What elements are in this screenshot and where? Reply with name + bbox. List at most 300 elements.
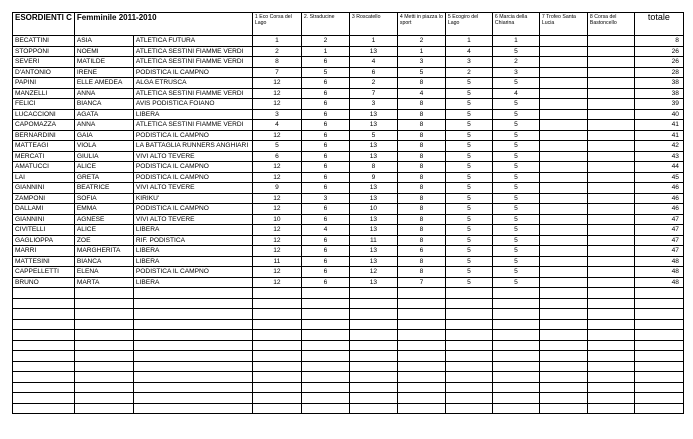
empty-cell — [397, 361, 445, 372]
team-cell: ALGA ETRUSCA — [133, 78, 252, 89]
last-name-cell: GAGLIOPPA — [13, 235, 75, 246]
total-cell: 38 — [634, 78, 683, 89]
stage-header: 7 Trofeo Santa Lucia — [539, 13, 587, 36]
score-cell — [587, 130, 634, 141]
table-row — [13, 36, 684, 47]
empty-cell — [445, 340, 492, 351]
score-cell — [587, 78, 634, 89]
empty-cell — [445, 298, 492, 309]
score-cell — [539, 277, 587, 288]
team-cell: PODISTICA IL CAMPNO — [133, 267, 252, 278]
score-cell: 8 — [397, 214, 445, 225]
team-cell: ATLETICA SESTINI FIAMME VERDI — [133, 57, 252, 68]
empty-row — [13, 309, 684, 320]
score-cell — [587, 109, 634, 120]
score-cell: 12 — [252, 277, 301, 288]
total-cell: 47 — [634, 214, 683, 225]
empty-cell — [74, 340, 133, 351]
empty-cell — [539, 288, 587, 299]
score-cell: 9 — [349, 172, 397, 183]
last-name-cell: MATTEAGI — [13, 141, 75, 152]
score-cell — [587, 183, 634, 194]
score-cell — [587, 67, 634, 78]
empty-cell — [74, 309, 133, 320]
empty-cell — [349, 298, 397, 309]
score-cell — [539, 67, 587, 78]
empty-cell — [492, 340, 539, 351]
score-cell: 8 — [397, 162, 445, 173]
score-cell: 6 — [252, 151, 301, 162]
first-name-cell: GRETA — [74, 172, 133, 183]
empty-cell — [397, 319, 445, 330]
total-cell: 46 — [634, 204, 683, 215]
empty-cell — [252, 382, 301, 393]
score-cell — [539, 183, 587, 194]
last-name-cell: LUCACCIONI — [13, 109, 75, 120]
score-cell: 8 — [397, 109, 445, 120]
last-name-cell: ZAMPONI — [13, 193, 75, 204]
score-cell: 13 — [349, 214, 397, 225]
score-cell: 12 — [349, 267, 397, 278]
score-cell: 5 — [445, 130, 492, 141]
first-name-cell: ALICE — [74, 162, 133, 173]
empty-cell — [74, 372, 133, 383]
score-cell: 2 — [492, 57, 539, 68]
score-cell: 1 — [349, 36, 397, 47]
team-cell: LIBERA — [133, 109, 252, 120]
score-cell: 12 — [252, 193, 301, 204]
empty-cell — [133, 340, 252, 351]
team-cell: KIRIKU' — [133, 193, 252, 204]
empty-cell — [397, 330, 445, 341]
empty-cell — [492, 298, 539, 309]
empty-cell — [492, 382, 539, 393]
team-cell: PODISTICA IL CAMPNO — [133, 172, 252, 183]
empty-row — [13, 361, 684, 372]
empty-cell — [349, 288, 397, 299]
score-cell — [587, 172, 634, 183]
score-cell: 12 — [252, 267, 301, 278]
score-cell: 13 — [349, 151, 397, 162]
empty-cell — [13, 340, 75, 351]
header-row — [13, 13, 684, 36]
score-cell: 5 — [492, 141, 539, 152]
empty-row — [13, 351, 684, 362]
empty-cell — [539, 382, 587, 393]
last-name-cell: CAPOMAZZA — [13, 120, 75, 131]
empty-cell — [539, 361, 587, 372]
score-cell — [539, 46, 587, 57]
empty-cell — [539, 351, 587, 362]
empty-cell — [74, 382, 133, 393]
total-cell: 41 — [634, 130, 683, 141]
score-cell: 7 — [252, 67, 301, 78]
empty-cell — [634, 319, 683, 330]
score-cell — [587, 57, 634, 68]
score-cell: 5 — [349, 130, 397, 141]
empty-cell — [13, 330, 75, 341]
score-cell: 5 — [445, 277, 492, 288]
score-cell — [587, 225, 634, 236]
empty-cell — [492, 372, 539, 383]
score-cell — [539, 235, 587, 246]
total-cell: 8 — [634, 36, 683, 47]
score-cell: 8 — [397, 99, 445, 110]
score-cell: 5 — [301, 67, 349, 78]
score-cell: 4 — [397, 88, 445, 99]
empty-cell — [74, 288, 133, 299]
score-cell: 5 — [445, 151, 492, 162]
empty-cell — [587, 382, 634, 393]
total-cell: 48 — [634, 267, 683, 278]
table-row — [13, 204, 684, 215]
table-row — [13, 141, 684, 152]
score-cell: 8 — [397, 225, 445, 236]
score-cell: 3 — [492, 67, 539, 78]
score-cell: 8 — [397, 193, 445, 204]
last-name-cell: MERCATI — [13, 151, 75, 162]
empty-cell — [13, 319, 75, 330]
total-cell: 46 — [634, 193, 683, 204]
score-cell: 4 — [301, 225, 349, 236]
score-cell — [539, 193, 587, 204]
score-cell: 8 — [397, 204, 445, 215]
score-cell: 6 — [397, 246, 445, 257]
score-cell: 12 — [252, 162, 301, 173]
first-name-cell: AGATA — [74, 109, 133, 120]
empty-cell — [133, 319, 252, 330]
total-cell: 41 — [634, 120, 683, 131]
score-cell: 8 — [397, 130, 445, 141]
total-cell: 44 — [634, 162, 683, 173]
empty-cell — [252, 403, 301, 414]
last-name-cell: GIANNINI — [13, 214, 75, 225]
empty-cell — [492, 361, 539, 372]
score-cell — [587, 277, 634, 288]
empty-cell — [539, 393, 587, 404]
total-cell: 40 — [634, 109, 683, 120]
empty-cell — [587, 372, 634, 383]
first-name-cell: AGNESE — [74, 214, 133, 225]
empty-cell — [445, 330, 492, 341]
stage-header: 3 Roscatello — [349, 13, 397, 36]
score-cell: 5 — [492, 246, 539, 257]
first-name-cell: BEATRICE — [74, 183, 133, 194]
table-row — [13, 267, 684, 278]
score-cell: 5 — [492, 162, 539, 173]
empty-cell — [587, 288, 634, 299]
empty-cell — [13, 393, 75, 404]
score-cell: 13 — [349, 183, 397, 194]
score-cell: 12 — [252, 130, 301, 141]
score-cell — [587, 99, 634, 110]
team-cell: ATLETICA FUTURA — [133, 36, 252, 47]
score-cell: 5 — [445, 88, 492, 99]
score-cell — [539, 267, 587, 278]
last-name-cell: GIANNINI — [13, 183, 75, 194]
empty-cell — [74, 361, 133, 372]
score-cell: 5 — [445, 141, 492, 152]
table-row — [13, 57, 684, 68]
empty-cell — [492, 403, 539, 414]
score-cell: 12 — [252, 78, 301, 89]
score-cell — [539, 225, 587, 236]
score-cell — [539, 120, 587, 131]
score-cell — [539, 99, 587, 110]
first-name-cell: IRENE — [74, 67, 133, 78]
empty-cell — [634, 372, 683, 383]
score-cell — [587, 151, 634, 162]
first-name-cell: EMMA — [74, 204, 133, 215]
score-cell: 5 — [492, 225, 539, 236]
score-cell: 8 — [252, 57, 301, 68]
total-cell: 47 — [634, 235, 683, 246]
empty-cell — [13, 382, 75, 393]
score-cell: 5 — [445, 99, 492, 110]
score-cell: 9 — [252, 183, 301, 194]
score-cell: 7 — [349, 88, 397, 99]
score-cell: 13 — [349, 256, 397, 267]
score-cell — [539, 151, 587, 162]
empty-row — [13, 340, 684, 351]
last-name-cell: BERNARDINI — [13, 130, 75, 141]
score-cell — [587, 256, 634, 267]
score-cell — [587, 246, 634, 257]
score-cell: 1 — [252, 36, 301, 47]
table-row — [13, 256, 684, 267]
subcategory-label: Femminile 2011-2010 — [74, 13, 252, 36]
empty-cell — [445, 288, 492, 299]
score-cell: 8 — [397, 172, 445, 183]
score-cell: 6 — [301, 120, 349, 131]
empty-cell — [397, 393, 445, 404]
score-cell: 5 — [445, 172, 492, 183]
score-cell: 6 — [301, 277, 349, 288]
empty-cell — [397, 340, 445, 351]
empty-cell — [301, 319, 349, 330]
score-cell: 6 — [301, 246, 349, 257]
score-cell: 5 — [492, 235, 539, 246]
score-cell: 8 — [397, 141, 445, 152]
empty-cell — [13, 298, 75, 309]
team-cell: VIVI ALTO TEVERE — [133, 151, 252, 162]
last-name-cell: BECATTINI — [13, 36, 75, 47]
score-cell: 8 — [397, 151, 445, 162]
score-cell: 4 — [349, 57, 397, 68]
empty-cell — [587, 351, 634, 362]
score-cell: 5 — [492, 204, 539, 215]
team-cell: LIBERA — [133, 277, 252, 288]
empty-row — [13, 372, 684, 383]
score-cell: 5 — [492, 46, 539, 57]
score-cell — [539, 256, 587, 267]
table-row — [13, 193, 684, 204]
total-cell: 39 — [634, 99, 683, 110]
empty-cell — [397, 351, 445, 362]
empty-row — [13, 319, 684, 330]
score-cell: 6 — [301, 214, 349, 225]
score-cell: 13 — [349, 109, 397, 120]
empty-cell — [252, 309, 301, 320]
empty-cell — [74, 351, 133, 362]
empty-cell — [133, 372, 252, 383]
score-cell: 5 — [397, 67, 445, 78]
empty-cell — [634, 309, 683, 320]
empty-cell — [349, 330, 397, 341]
score-cell: 5 — [492, 277, 539, 288]
last-name-cell: LAI — [13, 172, 75, 183]
score-cell: 3 — [301, 193, 349, 204]
empty-row — [13, 288, 684, 299]
score-cell: 12 — [252, 235, 301, 246]
empty-cell — [634, 330, 683, 341]
score-cell: 13 — [349, 246, 397, 257]
empty-cell — [349, 340, 397, 351]
empty-cell — [397, 382, 445, 393]
empty-cell — [252, 298, 301, 309]
score-cell — [539, 141, 587, 152]
empty-cell — [133, 309, 252, 320]
score-cell: 6 — [301, 183, 349, 194]
score-cell: 5 — [445, 267, 492, 278]
empty-cell — [74, 298, 133, 309]
empty-cell — [587, 361, 634, 372]
score-cell: 5 — [445, 235, 492, 246]
team-cell: LIBERA — [133, 225, 252, 236]
score-cell: 4 — [445, 46, 492, 57]
table-row — [13, 99, 684, 110]
score-cell: 6 — [301, 256, 349, 267]
score-cell — [539, 57, 587, 68]
empty-cell — [252, 361, 301, 372]
empty-cell — [252, 319, 301, 330]
empty-cell — [301, 393, 349, 404]
empty-cell — [634, 340, 683, 351]
empty-row — [13, 393, 684, 404]
first-name-cell: ALICE — [74, 225, 133, 236]
score-cell: 5 — [445, 214, 492, 225]
score-cell: 13 — [349, 225, 397, 236]
team-cell: RIF. PODISTICA — [133, 235, 252, 246]
score-cell: 2 — [301, 36, 349, 47]
empty-cell — [634, 351, 683, 362]
empty-cell — [349, 309, 397, 320]
team-cell: PODISTICA IL CAMPNO — [133, 130, 252, 141]
table-row — [13, 67, 684, 78]
empty-cell — [634, 288, 683, 299]
empty-cell — [397, 309, 445, 320]
score-cell — [539, 162, 587, 173]
category-label: ESORDIENTI C — [13, 13, 75, 36]
score-cell: 3 — [445, 57, 492, 68]
score-cell: 2 — [252, 46, 301, 57]
table-row — [13, 151, 684, 162]
empty-cell — [349, 382, 397, 393]
team-cell: AVIS PODISTICA FOIANO — [133, 99, 252, 110]
empty-cell — [587, 403, 634, 414]
score-cell: 3 — [252, 109, 301, 120]
empty-cell — [301, 372, 349, 383]
table-row — [13, 172, 684, 183]
empty-cell — [252, 288, 301, 299]
last-name-cell: SEVERI — [13, 57, 75, 68]
results-table — [12, 12, 684, 414]
empty-cell — [301, 309, 349, 320]
first-name-cell: MARTA — [74, 277, 133, 288]
score-cell: 3 — [397, 57, 445, 68]
score-cell: 5 — [445, 78, 492, 89]
first-name-cell: ASIA — [74, 36, 133, 47]
first-name-cell: BIANCA — [74, 99, 133, 110]
stage-header: 8 Corsa del Bastoncello — [587, 13, 634, 36]
empty-cell — [133, 361, 252, 372]
team-cell: LA BATTAGLIA RUNNERS ANGHIARI — [133, 141, 252, 152]
empty-cell — [587, 393, 634, 404]
score-cell: 6 — [301, 141, 349, 152]
score-cell — [587, 204, 634, 215]
empty-cell — [539, 403, 587, 414]
score-cell: 1 — [492, 36, 539, 47]
team-cell: LIBERA — [133, 256, 252, 267]
score-cell — [587, 162, 634, 173]
empty-cell — [252, 372, 301, 383]
score-cell — [539, 78, 587, 89]
score-cell — [539, 246, 587, 257]
table-row — [13, 78, 684, 89]
first-name-cell: ANNA — [74, 120, 133, 131]
empty-cell — [301, 382, 349, 393]
score-cell: 6 — [301, 88, 349, 99]
score-cell: 12 — [252, 172, 301, 183]
total-cell: 42 — [634, 141, 683, 152]
results-sheet — [12, 12, 684, 414]
score-cell: 5 — [445, 120, 492, 131]
empty-cell — [13, 288, 75, 299]
empty-cell — [349, 319, 397, 330]
score-cell: 6 — [349, 67, 397, 78]
empty-cell — [397, 372, 445, 383]
last-name-cell: BRUNO — [13, 277, 75, 288]
total-cell: 48 — [634, 256, 683, 267]
last-name-cell: D'ANTONIO — [13, 67, 75, 78]
empty-cell — [397, 403, 445, 414]
score-cell — [539, 204, 587, 215]
score-cell: 10 — [349, 204, 397, 215]
score-cell: 13 — [349, 141, 397, 152]
first-name-cell: ELENA — [74, 267, 133, 278]
empty-cell — [634, 382, 683, 393]
total-cell: 47 — [634, 225, 683, 236]
table-row — [13, 214, 684, 225]
empty-cell — [349, 393, 397, 404]
empty-cell — [301, 288, 349, 299]
score-cell: 5 — [492, 151, 539, 162]
score-cell — [539, 88, 587, 99]
total-cell: 45 — [634, 172, 683, 183]
score-cell: 5 — [492, 172, 539, 183]
score-cell — [539, 36, 587, 47]
score-cell: 5 — [445, 183, 492, 194]
score-cell: 13 — [349, 193, 397, 204]
score-cell: 6 — [301, 267, 349, 278]
score-cell: 5 — [445, 109, 492, 120]
empty-cell — [301, 361, 349, 372]
score-cell: 8 — [397, 235, 445, 246]
team-cell: PODISTICA IL CAMPNO — [133, 204, 252, 215]
empty-cell — [587, 298, 634, 309]
empty-cell — [634, 393, 683, 404]
last-name-cell: STOPPONI — [13, 46, 75, 57]
